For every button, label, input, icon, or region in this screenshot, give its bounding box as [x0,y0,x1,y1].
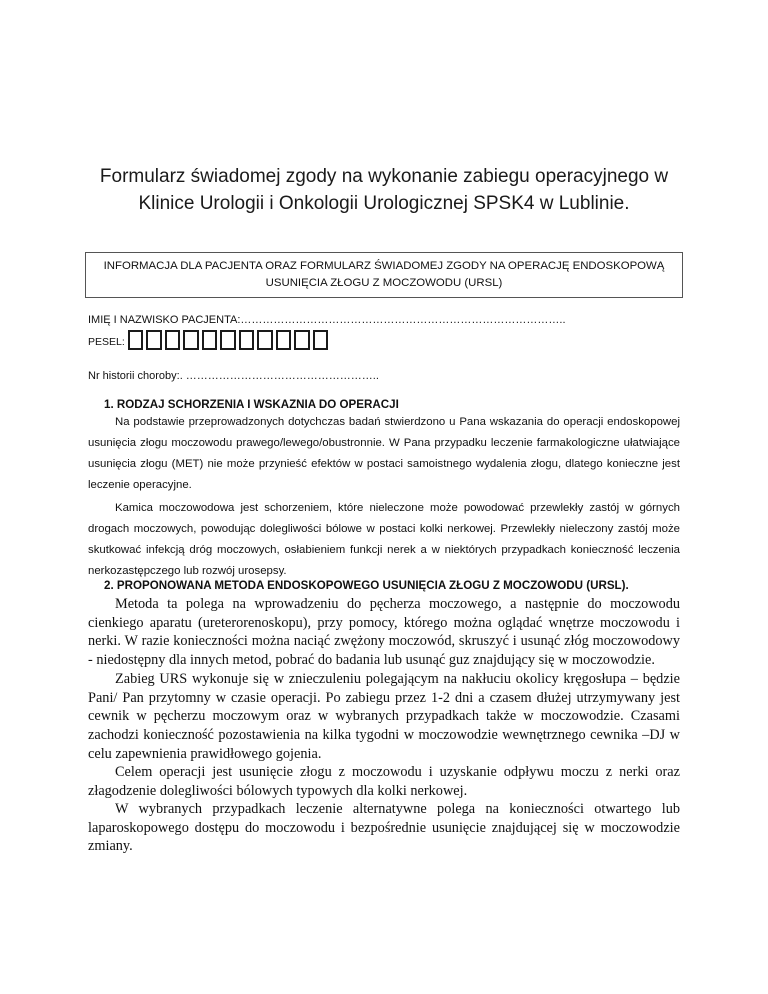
section-1-heading: 1. RODZAJ SCHORZENIA I WSKAZNIA DO OPERACJI [104,398,399,411]
pesel-digit-box [257,330,273,350]
pesel-digit-box [128,330,144,350]
section-2-paragraph-1: Metoda ta polega na wprowadzeniu do pęcherza moczowego, a następnie do moczowodu cienkiego aparatu (ureterorenoskopu), przy pomocy, którego można oglądać wnętrze moczowodu i nerki. W razie konieczności można naciąć zwężony moczowód, skruszyć i usunąć złóg moczowodowy - niedostępny dla innych metod, pobrać do badania lub usunąć guz znajdujący się w moczowodzie. [88,596,680,669]
pesel-digit-box [239,330,255,350]
info-box-line-1: INFORMACJA DLA PACJENTA ORAZ FORMULARZ ŚWIADOMEJ ZGODY NA OPERACJĘ ENDOSKOPOWĄ [103,260,665,272]
pesel-digit-box [276,330,292,350]
pesel-field [88,330,331,354]
section-1-paragraph-2: Kamica moczowodowa jest schorzeniem, które nieleczone może powodować przewlekły zastój w górnych drogach moczowych, powodując dolegliwości bólowe w postaci kolki nerkowej. Przewlekły nieleczony zastój może skutkować infekcją dróg moczowych, osłabieniem funkcji nerek a w niektórych przypadkach konieczność leczenia nerkozastępczego lub rozwój urosepsy. [88,502,680,577]
title-line-1: Formularz świadomej zgody na wykonanie zabiegu operacyjnego w [99,166,669,187]
patient-name-field: IMIĘ I NAZWISKO PACJENTA:…………………………………………………………………………….. [88,314,566,326]
pesel-digit-box [183,330,199,350]
section-2-paragraph-2: Zabieg URS wykonuje się w znieczuleniu polegającym na nakłuciu okolicy kręgosłupa – będzie Pani/ Pan przytomny w czasie operacji. Po zabiegu przez 1-2 dni a czasem dłużej utrzymywany jest cewnik w pęcherzu moczowym oraz w wybranych przypadkach także w moczowodzie. Czasami zachodzi konieczność pozostawienia na kilka tygodni w moczowodzie wewnętrznego cewnika –DJ w celu zapewnienia prawidłowego gojenia. [88,671,680,762]
pesel-boxes [128,330,332,355]
medical-history-number-field: Nr historii choroby:. …………………………………………….. [88,370,379,382]
section-1-paragraph-1: Na podstawie przeprowadzonych dotychczas badań stwierdzono u Pana wskazania do operacji endoskopowej usunięcia złogu moczowodu prawego/lewego/obustronnie. W Pana przypadku leczenie farmakologiczne ułatwiające usunięcia złogu (MET) nie może przynieść efektów w postaci samoistnego wydalenia złogu, dlatego konieczne jest leczenie operacyjne. [88,416,680,491]
section-2-heading: 2. PROPONOWANA METODA ENDOSKOPOWEGO USUNIĘCIA ZŁOGU Z MOCZOWODU (URSL). [104,579,629,592]
section-2-paragraph-4: W wybranych przypadkach leczenie alternatywne polega na konieczności otwartego lub laparoskopowego dostępu do moczowodu i bezpośrednie usunięcie znajdującej się w moczowodzie zmiany. [88,801,680,855]
info-box [85,252,683,298]
document-title [60,163,708,217]
pesel-digit-box [294,330,310,350]
pesel-digit-box [202,330,218,350]
pesel-digit-box [220,330,236,350]
pesel-label: PESEL: [88,336,125,348]
section-2-paragraph-3: Celem operacji jest usunięcie złogu z moczowodu i uzyskanie odpływu moczu z nerki oraz złagodzenie dolegliwości bólowych typowych dla kolki nerkowej. [88,764,680,799]
info-box-line-2: USUNIĘCIA ZŁOGU Z MOCZOWODU (URSL) [265,277,503,289]
pesel-digit-box [146,330,162,350]
pesel-digit-box [165,330,181,350]
title-line-2: Klinice Urologii i Onkologii Urologicznej SPSK4 w Lublinie. [138,193,630,214]
pesel-digit-box [313,330,329,350]
